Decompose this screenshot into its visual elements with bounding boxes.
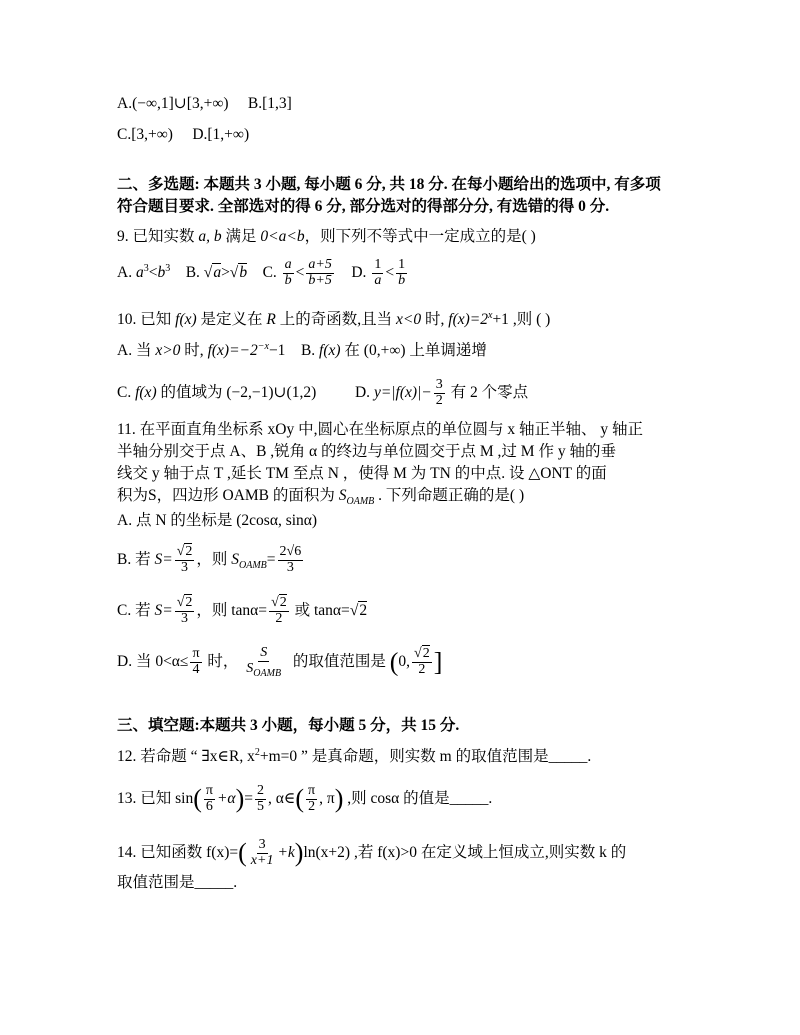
q9-stem-mid: 满足 <box>221 228 261 245</box>
section3-title: 三、填空题:本题共 3 小题，每小题 5 分，共 15 分. <box>117 717 460 734</box>
q11-option-b: B. 若 S= $\frac{√2}{3}$ ，则 $S_{OAMB}=$ $\frac{2√6}{3}$ <box>117 544 302 575</box>
q8-options-row1 <box>117 95 292 114</box>
q9-condition: 0<a<b <box>260 228 305 245</box>
q10-option-b: B. f(x) 在 (0,+∞) 上单调递增 <box>300 342 487 360</box>
q9-options <box>117 258 409 288</box>
q9-vars: a, b <box>198 228 222 245</box>
q14-line2: 取值范围是_____. <box>117 874 238 891</box>
q8-option-c: C.[3,+∞) <box>117 126 173 143</box>
q9-option-d: D. $\frac{1}{a}$ < $\frac{1}{b}$ <box>351 257 406 288</box>
q14-line1: 14. 已知函数 f(x)=( $\frac{3}{x+1}$ +k)ln(x+2) ,若 f(x)>0 在定义域上恒成立,则实数 k 的 <box>117 837 627 868</box>
q11-option-a: A. 点 N 的坐标是 (2cosα, sinα) <box>117 512 318 529</box>
q10-option-c: C. f(x) 的值域为 (−2,−1)∪(1,2) <box>117 383 317 401</box>
q9-stem-post: ，则下列不等式中一定成立的是( ) <box>304 228 536 245</box>
q11-line2: 半轴分别交于点 A、B ,锐角 α 的终边与单位圆交于点 M ,过 M 作 y 轴的垂 <box>117 443 616 460</box>
q11-line4: 积为S，四边形 OAMB 的面积为 $S_{OAMB}$ . 下列命题正确的是( ) <box>117 487 525 508</box>
q10-stem: 10. 已知 f(x) 是定义在 R 上的奇函数,且当 x<0 时, $f(x)=2^x+1$ ,则 ( ) <box>117 310 551 329</box>
q8-option-d: D.[1,+∞) <box>192 126 250 143</box>
q11-line1: 11. 在平面直角坐标系 xOy 中,圆心在坐标原点的单位圆与 x 轴正半轴、 y 轴正 <box>117 421 643 438</box>
section2-line1: 二、多选题: 本题共 3 小题, 每小题 6 分, 共 18 分. 在每小题给出的选项中, 有多项 <box>117 176 661 193</box>
q13: 13. 已知 sin( $\frac{\pi}{6}$ +α)= $\frac{2}{5}$ , α∈( $\frac{\pi}{2}$ , π) ,则 cosα 的值是_____. <box>117 783 493 814</box>
q12: 12. 若命题 “ ∃x∈R, $x^2+m=0$ ” 是真命题，则实数 m 的取值范围是_____. <box>117 747 592 766</box>
q8-option-b: B.[1,3] <box>247 95 292 112</box>
q9-option-a: A. $a^3<b^3$ <box>117 262 171 281</box>
section2-line2: 符合题目要求. 全部选对的得 6 分, 部分选对的得部分分, 有选错的得 0 分. <box>117 198 610 215</box>
q10-options-row1 <box>117 341 487 361</box>
q10-options-row2 <box>117 378 528 408</box>
q10-option-d: D. y=|f(x)|− $\frac{3}{2}$ 有 2 个零点 <box>354 377 529 408</box>
q8-options-row2 <box>117 126 249 145</box>
q10-option-a: A. 当 x>0 时, $f(x)=-2^{-x}-1$ <box>117 341 286 360</box>
q11-line3: 线交 y 轴于点 T ,延长 TM 至点 N ，使得 M 为 TN 的中点. 设 △ONT 的面 <box>117 465 607 482</box>
q9-stem <box>117 228 536 247</box>
q9-stem-pre: 9. 已知实数 <box>117 228 199 245</box>
q9-option-c: C. $\frac{a}{b}$ < $\frac{a+5}{b+5}$ <box>262 257 332 288</box>
q11-option-c: C. 若 S= $\frac{√2}{3}$ ，则 tanα= $\frac{√2}{2}$ 或 tanα=√2 <box>117 595 368 626</box>
q8-option-a: A.(−∞,1]∪[3,+∞) <box>117 95 229 112</box>
q11-option-d: D. 当 0<α≤ $\frac{\pi}{4}$ 时， $\frac{S}{S_{OAMB}}$ 的取值范围是 (0, $\frac{√2}{2}$ ] <box>117 645 443 679</box>
q9-option-b: B. √a>√b <box>185 263 248 281</box>
